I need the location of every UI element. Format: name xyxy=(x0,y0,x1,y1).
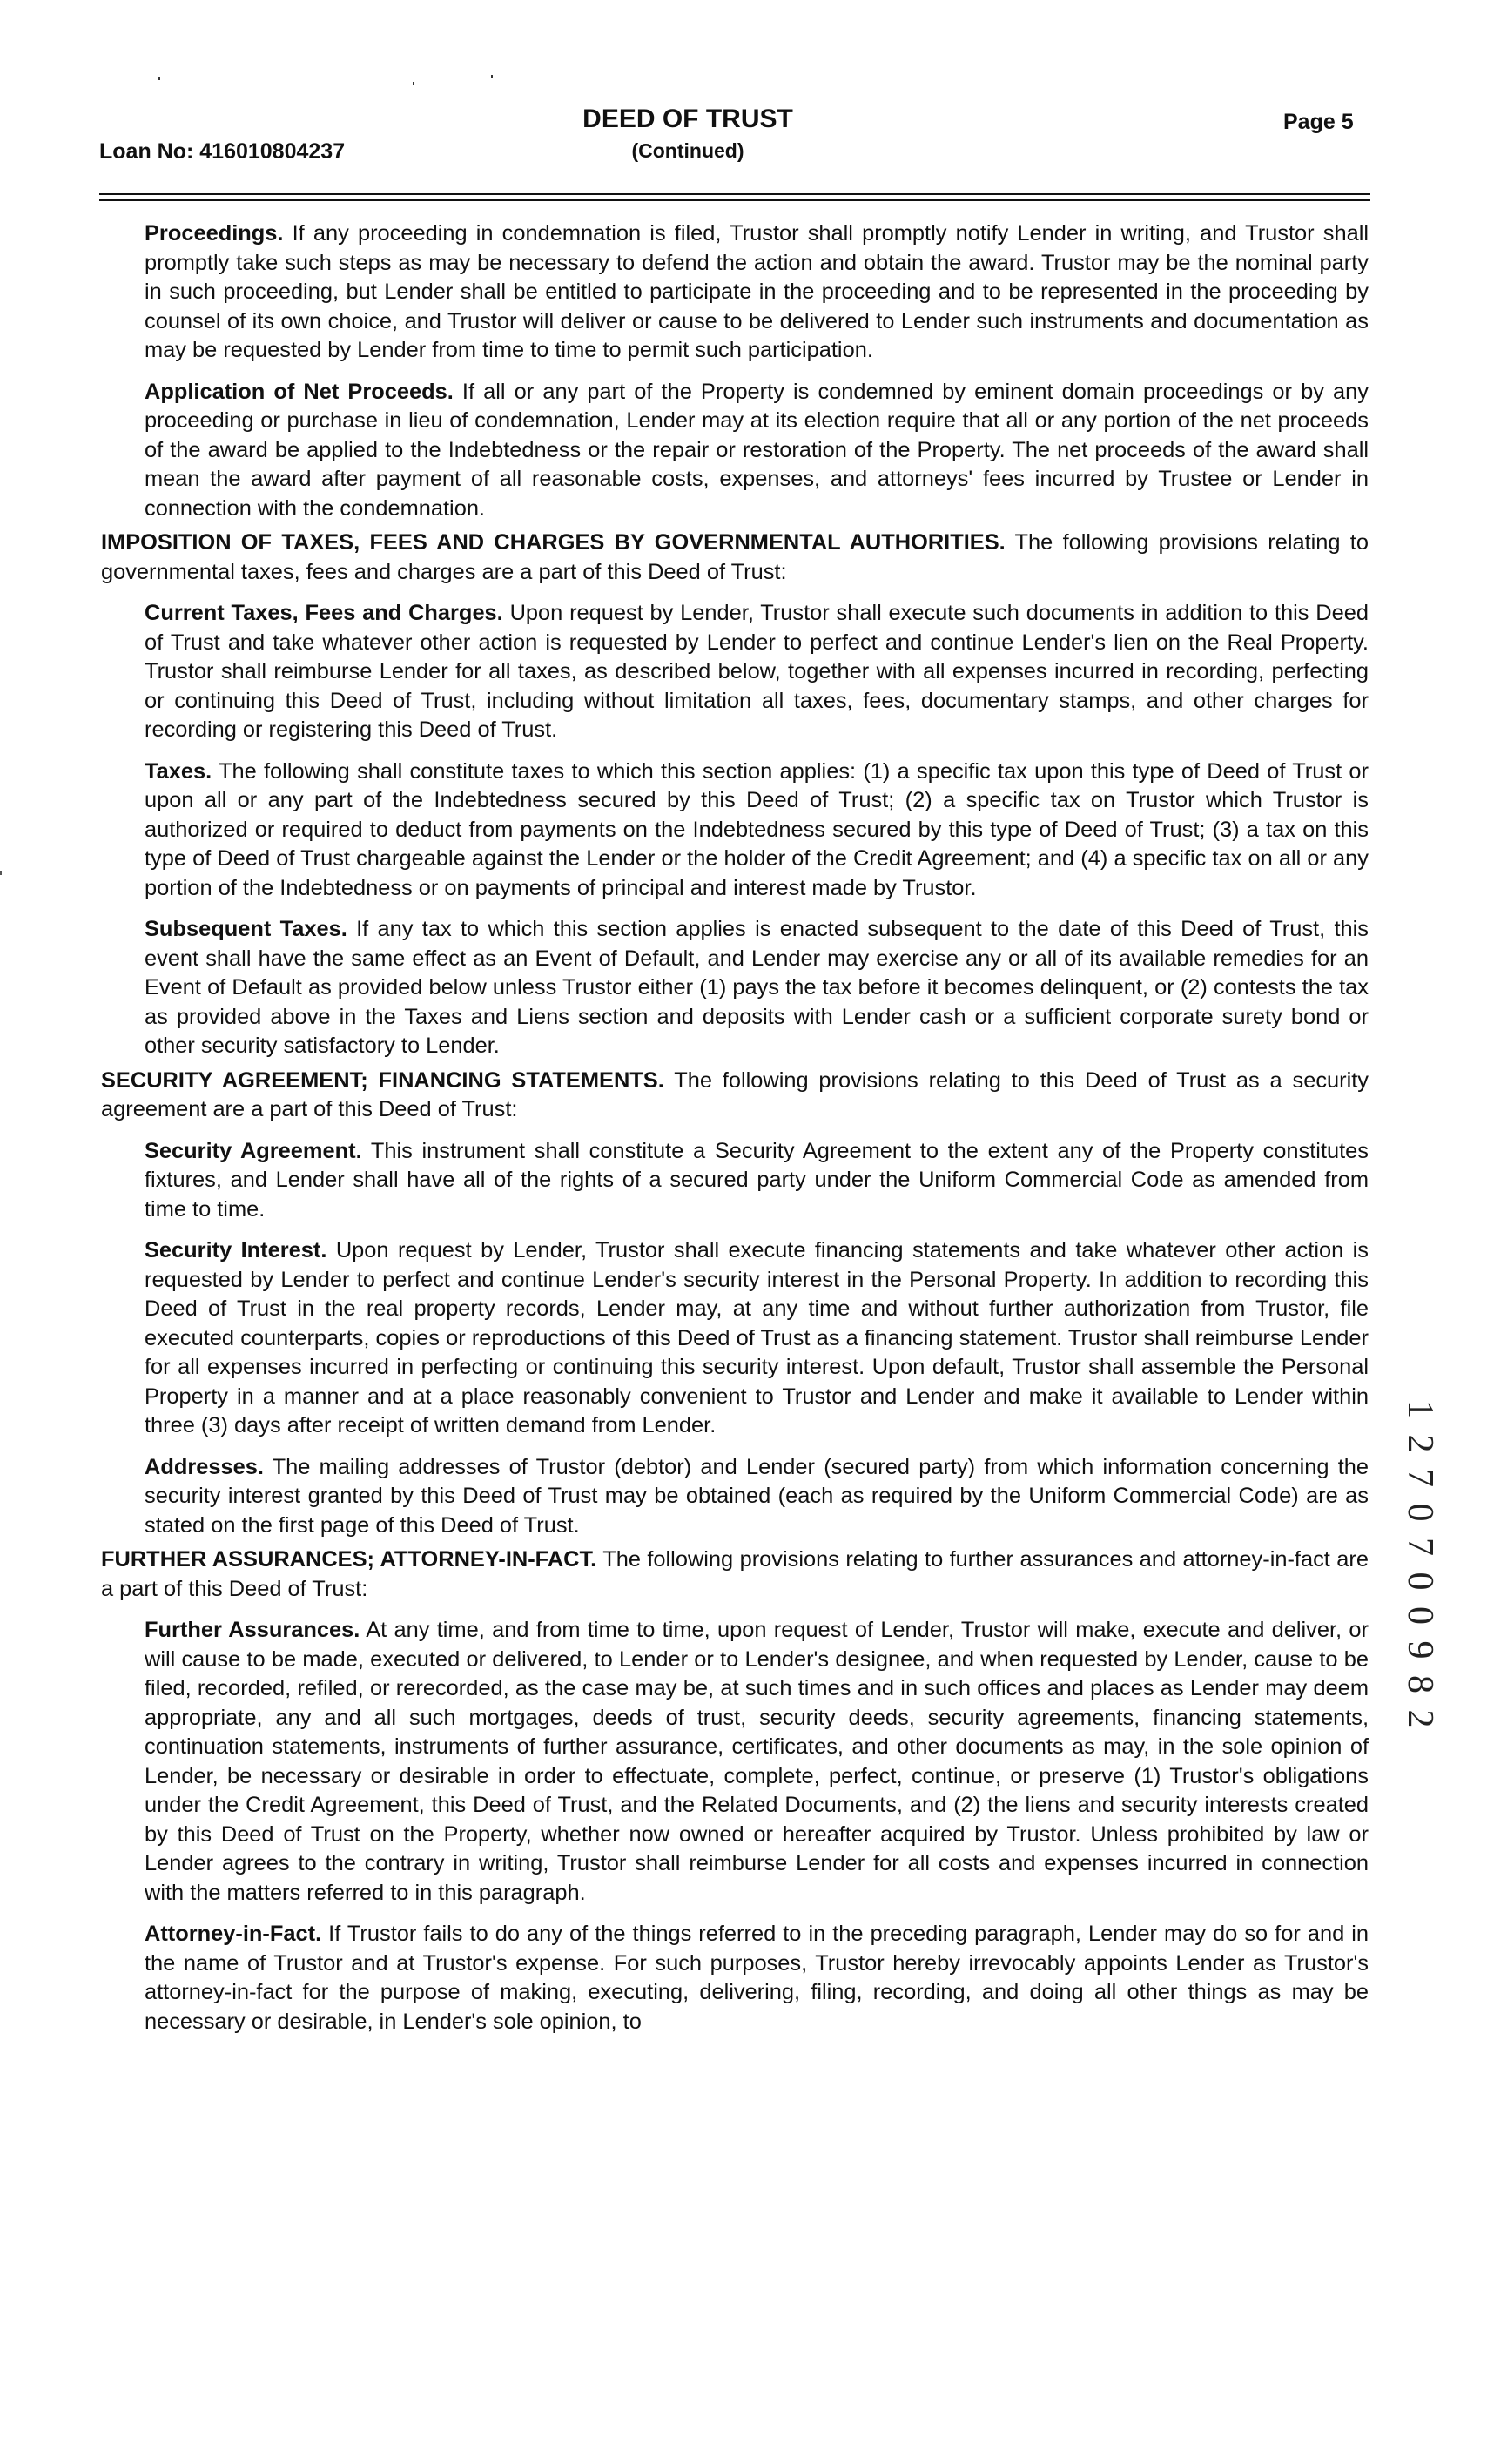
paragraph-text: At any time, and from time to time, upon request of Lender, Trustor will make, execute and deliver, or will cause to be made, executed or delivered, to Lender or to Lender's designee, and when requested by Lender, cause to be filed, recorded, refiled, or rerecorded, as the case may be, at such times and in such offices and places as Lender may deem appropriate, any and all such mortgages, deeds of trust, security deeds, security agreements, financing statements, continuation statements, instruments of further assurance, certificates, and other documents as may, in the sole opinion of Lender, be necessary or desirable in order to effectuate, complete, perfect, continue, or preserve (1) Trustor's obligations under the Credit Agreement, this Deed of Trust, and the Related Documents, and (2) the liens and security interests created by this Deed of Trust on the Property, whether now owned or hereafter acquired by Trustor. Unless prohibited by law or Lender agrees to the contrary in writing, Trustor shall reimburse Lender for all costs and expenses incurred in connection with the matters referred to in this paragraph. xyxy=(145,1618,1369,1905)
paragraph-text: Upon request by Lender, Trustor shall execute such documents in addition to this Deed of Trust and take whatever other action is requested by Lender to perfect and continue Lender's lien on the Real Property. Trustor shall reimburse Lender for all taxes, as described below, together with all expenses incurred in recording, perfecting or continuing this Deed of Trust, including without limitation all taxes, fees, documentary stamps, and other charges for recording or registering this Deed of Trust. xyxy=(145,601,1369,742)
subsection-paragraph xyxy=(145,1453,1369,1541)
subsection-paragraph xyxy=(145,378,1369,524)
paragraph-text: If any proceeding in condemnation is filed, Trustor shall promptly notify Lender in writing, and Trustor shall promptly take such steps as may be necessary to defend the action and obtain the award. Trustor may be the nominal party in such proceeding, but Lender shall be entitled to participate in the proceeding and to be represented in the proceeding by counsel of its own choice, and Trustor will deliver or cause to be delivered to Lender such instruments and documentation as may be requested by Lender from time to time to permit such participation. xyxy=(145,221,1369,362)
section-heading: SECURITY AGREEMENT; FINANCING STATEMENTS. xyxy=(101,1067,664,1093)
subsection-heading: Attorney-in-Fact. xyxy=(145,1922,322,1946)
subsection-paragraph xyxy=(145,915,1369,1061)
header-rule xyxy=(99,193,1370,195)
section-paragraph xyxy=(101,528,1369,587)
subsection-heading: Addresses. xyxy=(145,1454,264,1479)
document-title: DEED OF TRUST xyxy=(582,104,793,133)
subsection-heading: Security Agreement. xyxy=(145,1138,362,1163)
scan-edge-mark xyxy=(0,871,2,875)
document-subtitle: (Continued) xyxy=(631,139,744,162)
scan-specks xyxy=(157,71,505,89)
subsection-heading: Subsequent Taxes. xyxy=(145,917,347,941)
paragraph-text: Upon request by Lender, Trustor shall execute financing statements and take whatever other action is requested by Lender to perfect and continue Lender's security interest in the Personal Property. In addition to recording this Deed of Trust in the real property records, Lender may, at any time and without further authorization from Trustor, file executed counterparts, copies or reproductions of this Deed of Trust as a financing statement. Trustor shall reimburse Lender for all expenses incurred in perfecting or continuing this security interest. Upon default, Trustor shall assemble the Personal Property in a manner and at a place reasonably convenient to Trustor and Lender and make it available to Lender within three (3) days after receipt of written demand from Lender. xyxy=(145,1238,1369,1437)
paragraph-text: The following provisions relating to further assurances and attorney-in-fact are a part of this Deed of Trust: xyxy=(101,1547,1369,1601)
paragraph-text: If any tax to which this section applies is enacted subsequent to the date of this Deed of Trust, this event shall have the same effect as an Event of Default, and Lender may exercise any or all of its available remedies for an Event of Default as provided below unless Trustor either (1) pays the tax before it becomes delinquent, or (2) contests the tax as provided above in the Taxes and Liens section and deposits with Lender cash or a sufficient corporate surety bond or other security satisfactory to Lender. xyxy=(145,917,1369,1058)
loan-number: Loan No: 416010804237 xyxy=(99,139,346,164)
subsection-paragraph xyxy=(145,1137,1369,1225)
subsection-heading: Further Assurances. xyxy=(145,1618,360,1642)
document-body xyxy=(101,219,1369,2037)
subsection-paragraph xyxy=(145,1616,1369,1908)
recording-stamp-number: 1 2 7 0 7 0 0 9 8 2 xyxy=(1400,1400,1440,1732)
section-paragraph xyxy=(101,1067,1369,1125)
scan-speck xyxy=(491,75,493,78)
paragraph-text: If all or any part of the Property is condemned by eminent domain proceedings or by any proceeding or purchase in lieu of condemnation, Lender may at its election require that all or any portion of the net proceeds of the award be applied to the Indebtedness or the repair or restoration of the Property. The net proceeds of the award shall mean the award after payment of all reasonable costs, expenses, and attorneys' fees incurred by Trustee or Lender in connection with the condemnation. xyxy=(145,379,1369,521)
paragraph-text: The following provisions relating to this Deed of Trust as a security agreement are a part of this Deed of Trust: xyxy=(101,1067,1369,1121)
subsection-heading: Security Interest. xyxy=(145,1238,327,1262)
subsection-heading: Current Taxes, Fees and Charges. xyxy=(145,601,503,625)
subsection-paragraph xyxy=(145,219,1369,366)
subsection-heading: Application of Net Proceeds. xyxy=(145,379,454,404)
subsection-paragraph xyxy=(145,1920,1369,2037)
scan-speck xyxy=(158,77,160,80)
section-heading: IMPOSITION OF TAXES, FEES AND CHARGES BY GOVERNMENTAL AUTHORITIES. xyxy=(101,530,1006,555)
paragraph-text: The mailing addresses of Trustor (debtor) and Lender (secured party) from which information concerning the security interest granted by this Deed of Trust may be obtained (each as required by the Uniform Commercial Code) are as stated on the first page of this Deed of Trust. xyxy=(145,1454,1369,1538)
scan-speck xyxy=(413,82,414,85)
section-heading: FURTHER ASSURANCES; ATTORNEY-IN-FACT. xyxy=(101,1547,597,1572)
paragraph-text: The following provisions relating to governmental taxes, fees and charges are a part of this Deed of Trust: xyxy=(101,530,1369,584)
paragraph-text: If Trustor fails to do any of the things referred to in the preceding paragraph, Lender may do so for and in the name of Trustor and at Trustor's expense. For such purposes, Trustor hereby irrevocably appoints Lender as Trustor's attorney-in-fact for the purpose of making, executing, delivering, filing, recording, and doing all other things as may be necessary or desirable, in Lender's sole opinion, to xyxy=(145,1922,1369,2034)
paragraph-text: This instrument shall constitute a Security Agreement to the extent any of the Property constitutes fixtures, and Lender shall have all of the rights of a secured party under the Uniform Commercial Code as amended from time to time. xyxy=(145,1138,1369,1222)
subsection-paragraph xyxy=(145,599,1369,745)
subsection-heading: Proceedings. xyxy=(145,221,284,246)
subsection-paragraph xyxy=(145,1236,1369,1441)
section-paragraph xyxy=(101,1545,1369,1604)
subsection-heading: Taxes. xyxy=(145,758,212,784)
header-rule xyxy=(99,199,1370,201)
subsection-paragraph xyxy=(145,757,1369,904)
paragraph-text: The following shall constitute taxes to which this section applies: (1) a specific tax upon this type of Deed of Trust or upon all or any part of the Indebtedness secured by this Deed of Trust; (2) a specific tax on Trustor which Trustor is authorized or required to deduct from payments on the Indebtedness secured by this type of Deed of Trust; (3) a tax on this type of Deed of Trust chargeable against the Lender or the holder of the Credit Agreement; and (4) a specific tax on all or any portion of the Indebtedness or on payments of principal and interest made by Trustor. xyxy=(145,758,1369,900)
recording-stamp xyxy=(1400,1400,1463,1732)
page-number: Page 5 xyxy=(1283,110,1354,134)
